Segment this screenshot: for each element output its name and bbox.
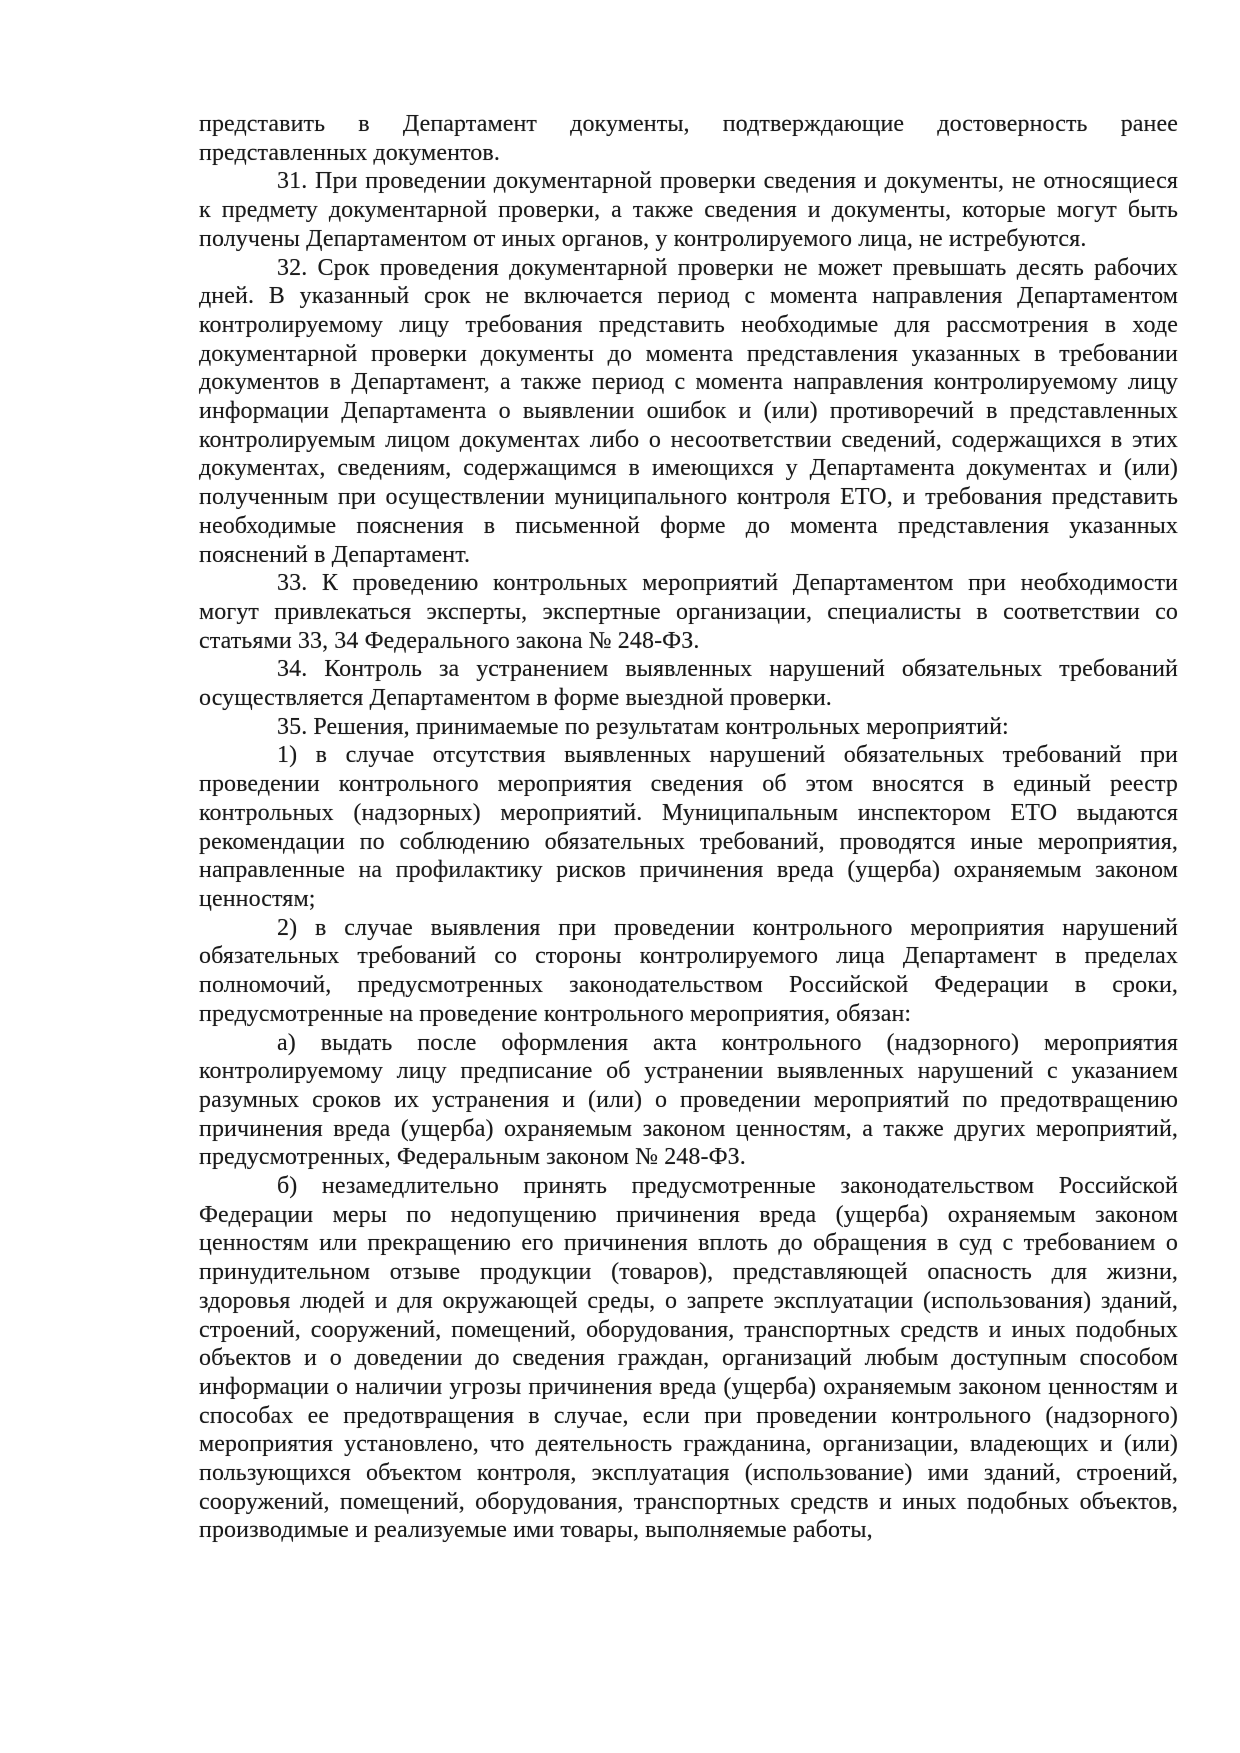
paragraph: 1) в случае отсутствия выявленных нарушений обязательных требований при проведении контрольного мероприятия сведения об этом вносятся в единый реестр контрольных (надзорных) мероприятий. Муниципальным инспектором ЕТО выдаются рекомендации по соблюдению обязательных требований, проводятся иные мероприятия, направленные на профилактику рисков причинения вреда (ущерба) охраняемым законом ценностям; [199,742,1178,912]
paragraph: 32. Срок проведения документарной проверки не может превышать десять рабочих дней. В указанный срок не включается период с момента направления Департаментом контролируемому лицу требования представить необходимые для рассмотрения в ходе документарной проверки документы до момента представления указанных в требовании документов в Департамент, а также период с момента направления контролируемому лицу информации Департамента о выявлении ошибок и (или) противоречий в представленных контролируемым лицом документах либо о несоответствии сведений, содержащихся в этих документах, сведениям, содержащимся в имеющихся у Департамента документах и (или) полученным при осуществлении муниципального контроля ЕТО, и требования представить необходимые пояснения в письменной форме до момента представления указанных пояснений в Департамент. [199,254,1178,568]
paragraph: 34. Контроль за устранением выявленных нарушений обязательных требований осуществляется Департаментом в форме выездной проверки. [199,656,1178,712]
paragraph: 33. К проведению контрольных мероприятий Департаментом при необходимости могут привлекаться эксперты, экспертные организации, специалисты в соответствии со статьями 33, 34 Федерального закона № 248-ФЗ. [199,570,1178,654]
paragraph: представить в Департамент документы, подтверждающие достоверность ранее представленных документов. [199,111,1178,166]
document-text-block [199,110,1178,1545]
paragraph: а) выдать после оформления акта контрольного (надзорного) мероприятия контролируемому лицу предписание об устранении выявленных нарушений с указанием разумных сроков их устранения и (или) о проведении мероприятий по предотвращению причинения вреда (ущерба) охраняемым законом ценностям, а также других мероприятий, предусмотренных, Федеральным законом № 248-ФЗ. [199,1029,1178,1171]
paragraph: б) незамедлительно принять предусмотренные законодательством Российской Федерации меры по недопущению причинения вреда (ущерба) охраняемым законом ценностям или прекращению его причинения вплоть до обращения в суд с требованием о принудительном отзыве продукции (товаров), представляющей опасность для жизни, здоровья людей и для окружающей среды, о запрете эксплуатации (использования) зданий, строений, сооружений, помещений, оборудования, транспортных средств и иных подобных объектов и о доведении до сведения граждан, организаций любым доступным способом информации о наличии угрозы причинения вреда (ущерба) охраняемым законом ценностям и способах ее предотвращения в случае, если при проведении контрольного (надзорного) мероприятия установлено, что деятельность гражданина, организации, владеющих и (или) пользующихся объектом контроля, эксплуатация (использование) ими зданий, строений, сооружений, помещений, оборудования, транспортных средств и иных подобных объектов, производимые и реализуемые ими товары, выполняемые работы, [199,1173,1178,1544]
paragraph: 35. Решения, принимаемые по результатам контрольных мероприятий: [277,713,1009,740]
paragraph: 2) в случае выявления при проведении контрольного мероприятия нарушений обязательных требований со стороны контролируемого лица Департамент в пределах полномочий, предусмотренных законодательством Российской Федерации в сроки, предусмотренные на проведение контрольного мероприятия, обязан: [199,914,1178,1027]
paragraph: 31. При проведении документарной проверки сведения и документы, не относящиеся к предмету документарной проверки, а также сведения и документы, которые могут быть получены Департаментом от иных органов, у контролируемого лица, не истребуются. [199,168,1178,252]
